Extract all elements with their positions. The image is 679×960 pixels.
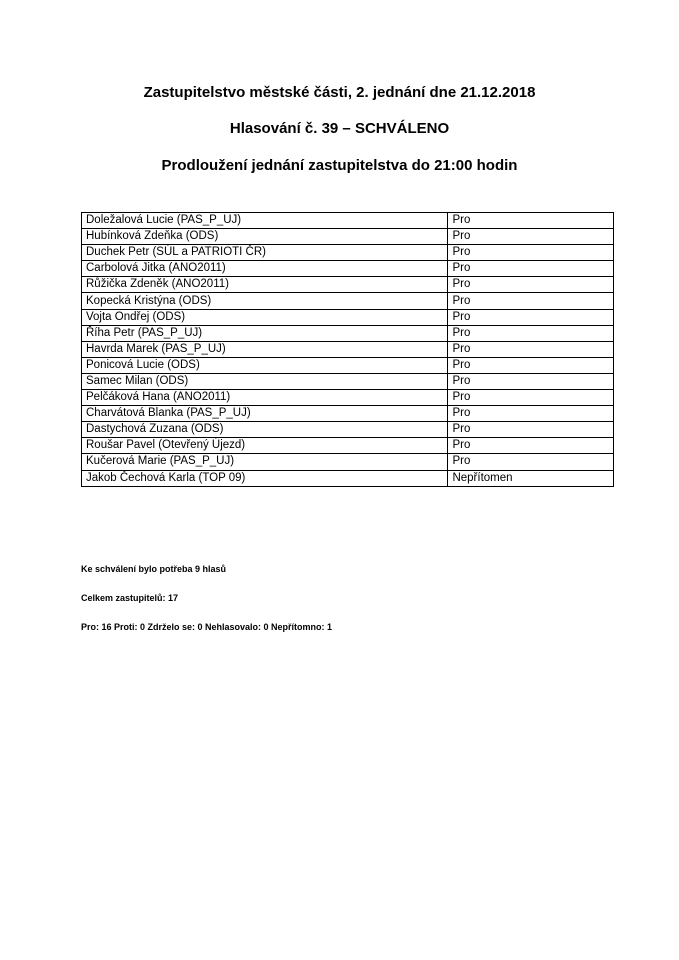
vote-cell: Pro <box>448 406 614 422</box>
member-name-cell: Samec Milan (ODS) <box>82 373 448 389</box>
table-row <box>82 438 614 454</box>
member-name-cell: Havrda Marek (PAS_P_UJ) <box>82 341 448 357</box>
member-name-cell: Charvátová Blanka (PAS_P_UJ) <box>82 406 448 422</box>
vote-cell: Pro <box>448 373 614 389</box>
table-row <box>82 390 614 406</box>
table-row <box>82 277 614 293</box>
vote-cell: Pro <box>448 309 614 325</box>
total-members-text: Celkem zastupitelů: 17 <box>81 593 179 603</box>
member-name-cell: Růžička Zdeněk (ANO2011) <box>82 277 448 293</box>
required-votes-text: Ke schválení bylo potřeba 9 hlasů <box>81 564 227 574</box>
vote-cell: Pro <box>448 293 614 309</box>
vote-cell: Pro <box>448 229 614 245</box>
table-row <box>82 309 614 325</box>
table-row <box>82 422 614 438</box>
member-name-cell: Jakob Čechová Karla (TOP 09) <box>82 470 448 486</box>
vote-cell: Pro <box>448 277 614 293</box>
member-name-cell: Pelčáková Hana (ANO2011) <box>82 390 448 406</box>
member-name-cell: Říha Petr (PAS_P_UJ) <box>82 325 448 341</box>
vote-cell: Pro <box>448 261 614 277</box>
table-row <box>82 454 614 470</box>
vote-cell: Pro <box>448 422 614 438</box>
table-row <box>82 470 614 486</box>
member-name-cell: Duchek Petr (SÚL a PATRIOTI ČR) <box>82 245 448 261</box>
table-row <box>82 341 614 357</box>
vote-result-text: Pro: 16 Proti: 0 Zdrželo se: 0 Nehlasovalo: 0 Nepřítomno: 1 <box>81 622 333 632</box>
vote-cell: Pro <box>448 438 614 454</box>
vote-cell: Nepřítomen <box>448 470 614 486</box>
table-row <box>82 293 614 309</box>
member-name-cell: Roušar Pavel (Otevřený Újezd) <box>82 438 448 454</box>
vote-cell: Pro <box>448 245 614 261</box>
table-row <box>82 373 614 389</box>
vote-cell: Pro <box>448 454 614 470</box>
table-row <box>82 229 614 245</box>
votes-table-body <box>82 213 614 487</box>
table-row <box>82 357 614 373</box>
vote-subject: Prodloužení jednání zastupitelstva do 21:00 hodin <box>161 157 518 174</box>
member-name-cell: Kopecká Kristýna (ODS) <box>82 293 448 309</box>
table-row <box>82 245 614 261</box>
vote-cell: Pro <box>448 357 614 373</box>
member-name-cell: Ponicová Lucie (ODS) <box>82 357 448 373</box>
table-row <box>82 261 614 277</box>
vote-cell: Pro <box>448 213 614 229</box>
member-name-cell: Carbolová Jitka (ANO2011) <box>82 261 448 277</box>
table-row <box>82 213 614 229</box>
document-title: Zastupitelstvo městské části, 2. jednání dne 21.12.2018 <box>143 84 536 101</box>
vote-cell: Pro <box>448 390 614 406</box>
votes-table <box>81 212 614 487</box>
member-name-cell: Doležalová Lucie (PAS_P_UJ) <box>82 213 448 229</box>
table-row <box>82 325 614 341</box>
vote-cell: Pro <box>448 325 614 341</box>
member-name-cell: Dastychová Zuzana (ODS) <box>82 422 448 438</box>
vote-cell: Pro <box>448 341 614 357</box>
member-name-cell: Hubínková Zdeňka (ODS) <box>82 229 448 245</box>
member-name-cell: Vojta Ondřej (ODS) <box>82 309 448 325</box>
vote-title: Hlasování č. 39 – SCHVÁLENO <box>229 120 450 137</box>
table-row <box>82 406 614 422</box>
member-name-cell: Kučerová Marie (PAS_P_UJ) <box>82 454 448 470</box>
